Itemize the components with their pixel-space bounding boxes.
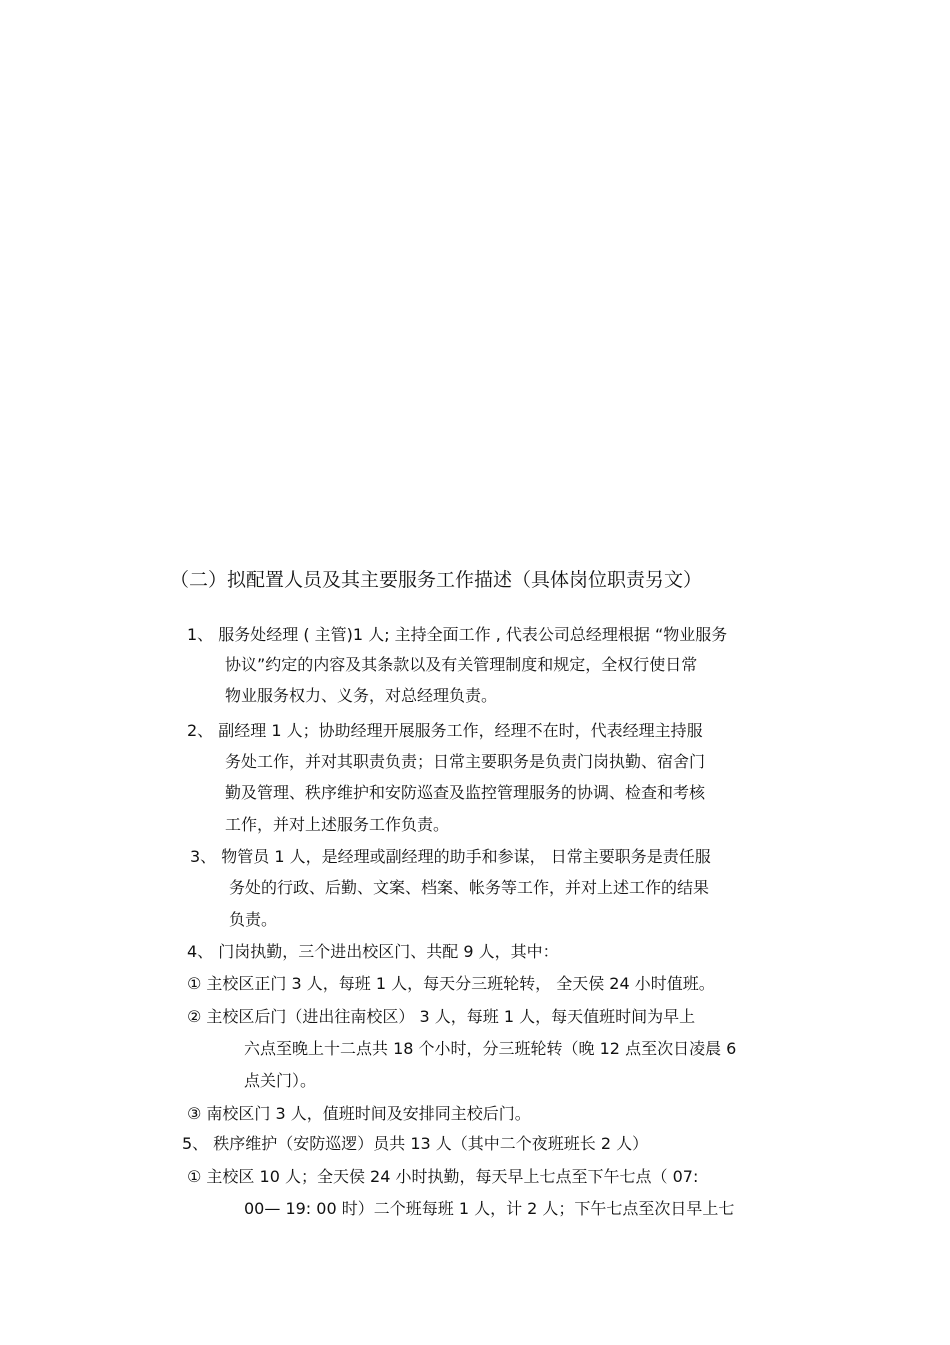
text-line: ③ 南校区门 3 人，值班时间及安排同主校后门。 (187, 1104, 531, 1123)
text-line: 2、 副经理 1 人；协助经理开展服务工作，经理不在时，代表经理主持服 (187, 721, 703, 740)
text-line: 3、 物管员 1 人，是经理或副经理的助手和参谋， 日常主要职务是责任服 (190, 847, 711, 866)
text-line: 4、 门岗执勤，三个进出校区门、共配 9 人，其中： (187, 942, 559, 961)
text-line: 协议”约定的内容及其条款以及有关管理制度和规定，全权行使日常 (225, 655, 698, 674)
text-line: 工作，并对上述服务工作负责。 (225, 815, 450, 834)
text-line: 00— 19: 00 时）二个班每班 1 人，计 2 人；下午七点至次日早上七 (244, 1199, 735, 1218)
text-line: 点关门）。 (244, 1071, 317, 1090)
text-line: ② 主校区后门（进出往南校区） 3 人，每班 1 人，每天值班时间为早上 (187, 1007, 696, 1026)
text-line: ① 主校区正门 3 人，每班 1 人，每天分三班轮转， 全天侯 24 小时值班。 (187, 974, 715, 993)
text-line: 六点至晚上十二点共 18 个小时，分三班轮转（晚 12 点至次日凌晨 6 (244, 1039, 737, 1058)
section-heading: （二）拟配置人员及其主要服务工作描述（具体岗位职责另文） (170, 569, 703, 591)
text-line: 5、 秩序维护（安防巡逻）员共 13 人（其中二个夜班班长 2 人） (182, 1134, 649, 1153)
text-line: 务处的行政、后勤、文案、档案、帐务等工作，并对上述工作的结果 (229, 878, 710, 897)
text-line: 物业服务权力、义务，对总经理负责。 (225, 686, 498, 705)
text-line: 勤及管理、秩序维护和安防巡查及监控管理服务的协调、检查和考核 (225, 783, 706, 802)
text-line: 负责。 (229, 910, 278, 929)
text-line: ① 主校区 10 人；全天侯 24 小时执勤，每天早上七点至下午七点（ 07: (187, 1167, 699, 1186)
text-line: 1、 服务处经理 ( 主管)1 人; 主持全面工作 , 代表公司总经理根据 “物业服务 (187, 625, 728, 644)
text-line: 务处工作，并对其职责负责；日常主要职务是负责门岗执勤、宿舍门 (225, 752, 706, 771)
